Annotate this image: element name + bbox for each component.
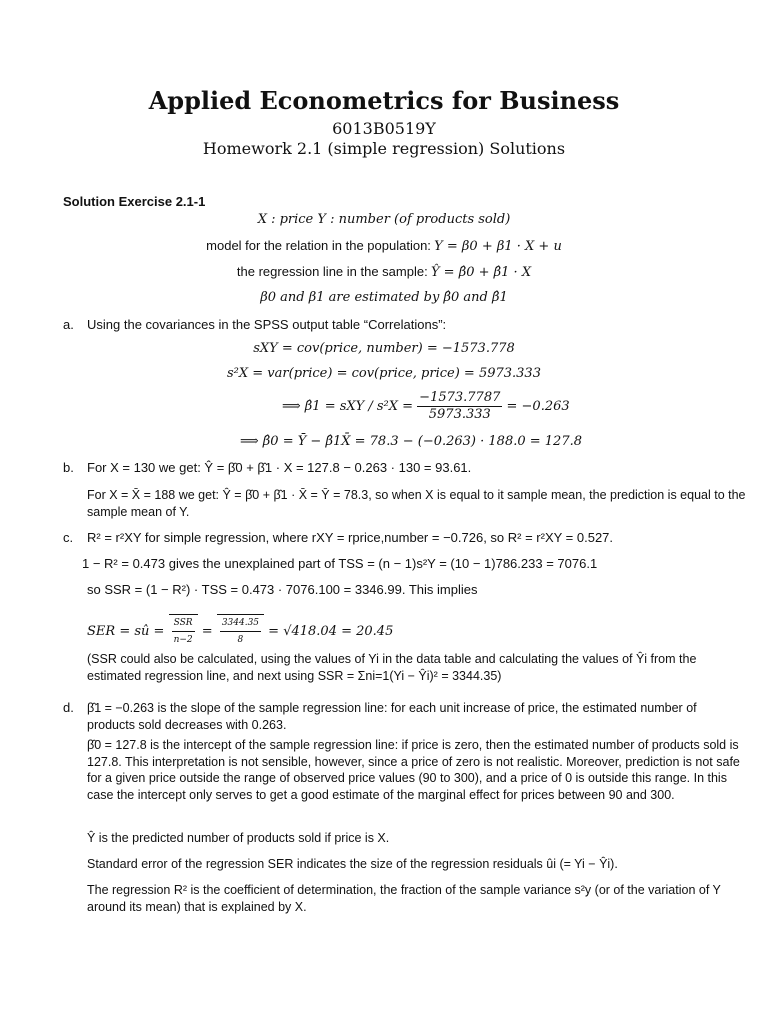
item-c-line2: 1 − R² = 0.473 gives the unexplained part of TSS = (n − 1)s²Y = (10 − 1)786.233 = 7076.1 [82, 556, 598, 571]
ser-equation: SER = sû = $\frac{\text{SSR}}{n-2}$ = $\frac{3344.35}{8}$ = √418.04 = 20.45 [87, 614, 393, 648]
item-d-label: d. [63, 700, 74, 715]
ser-fraction-2-denominator: 8 [237, 635, 244, 645]
slope-interpretation: β̂1 = −0.263 is the slope of the sample regression line: for each unit increase of price, the estimated number of products sold decreases with 0.263. [87, 701, 697, 732]
item-c-label: c. [63, 530, 74, 545]
beta1-equation [282, 390, 570, 423]
sample-regression-equation: Ŷ = β̂0 + β̂1 · X [430, 265, 532, 280]
item-b-line2: For X = X̄ = 188 we get: Ŷ = β̂0 + β̂1 · X̄ = Ȳ = 78.3, so when X is equal to it sample mean, the prediction is equal to the sample mean of Y. [87, 488, 746, 519]
ser-fraction-2 [220, 615, 261, 648]
beta1-equation-left: ⟹ β̂1 = sXY / s²X = [282, 399, 414, 414]
ser-sqrt-2 [217, 614, 264, 648]
beta1-fraction-denominator: 5973.333 [428, 407, 491, 422]
population-model [0, 238, 768, 255]
intercept-interpretation: β̂0 = 127.8 is the intercept of the sample regression line: if price is zero, then the estimated number of products sold is 127.8. This interpretation is not sensible, however, since a price of zero is not realistic. Moreover, prediction is not safe for a given price outside the range of observed price values (90 to 300), and a price of 0 is outside this range. In this case the intercept only serves to get a good estimate of the marginal effect for prices between 90 and 300. [87, 738, 740, 802]
item-a-label: a. [63, 317, 74, 332]
item-b-label: b. [63, 460, 74, 475]
document-subtitle: Homework 2.1 (simple regression) Solutions [202, 139, 566, 158]
course-code: 6013B0519Y [332, 119, 436, 138]
covariance-equation: sXY = cov(price, number) = −1573.778 [253, 341, 515, 356]
document-title: Applied Econometrics for Business [148, 86, 620, 115]
ser-fraction-1-numerator: SSR [172, 615, 195, 632]
sample-regression-line [0, 264, 768, 281]
ser-fraction-1 [172, 615, 195, 648]
item-c-line3: so SSR = (1 − R²) · TSS = 0.473 · 7076.100 = 3346.99. This implies [87, 582, 478, 597]
ser-sqrt-1 [169, 614, 198, 648]
ser-equation-right: = √418.04 = 20.45 [268, 624, 394, 639]
sample-regression-text: the regression line in the sample: [236, 264, 428, 279]
section-heading: Solution Exercise 2.1-1 [63, 194, 206, 209]
item-c-line1: R² = r²XY for simple regression, where rXY = rprice,number = −0.726, so R² = r²XY = 0.527. [87, 530, 614, 545]
beta0-equation: ⟹ β̂0 = Ȳ − β̂1X̄ = 78.3 − (−0.263) · 188.0 = 127.8 [240, 434, 582, 449]
variables-definition: X : price Y : number (of products sold) [257, 212, 511, 227]
ser-interpretation: Standard error of the regression SER indicates the size of the regression residuals ûi (= Yi − Ŷi). [87, 857, 618, 871]
beta1-fraction [417, 390, 502, 423]
item-b-line1: For X = 130 we get: Ŷ = β̂0 + β̂1 · X = 127.8 − 0.263 · 130 = 93.61. [87, 460, 472, 475]
population-model-text: model for the relation in the population: [206, 238, 431, 253]
item-a-intro: Using the covariances in the SPSS output table “Correlations”: [87, 317, 447, 332]
r-squared-interpretation: The regression R² is the coefficient of determination, the fraction of the sample variance s²y (or of the variation of Y around its mean) that is explained by X. [87, 883, 721, 914]
ser-fraction-2-numerator: 3344.35 [220, 615, 261, 632]
beta1-equation-right: = −0.263 [506, 399, 570, 414]
population-model-equation: Y = β0 + β1 · X + u [434, 239, 562, 254]
predicted-value-interpretation: Ŷ is the predicted number of products sold if price is X. [87, 831, 390, 845]
ssr-note: (SSR could also be calculated, using the values of Yi in the data table and calculating the values of Ŷi from the estimated regression line, and next using SSR = Σni=1(Yi − Ŷi)² = 3344.35) [87, 652, 697, 683]
ser-fraction-1-denominator: n−2 [173, 635, 193, 645]
beta1-fraction-numerator: −1573.7787 [419, 390, 501, 405]
variance-equation: s²X = var(price) = cov(price, price) = 5973.333 [227, 366, 541, 381]
estimators-statement: β0 and β1 are estimated by β̂0 and β̂1 [260, 290, 508, 305]
ser-equation-left: SER = sû = [87, 624, 165, 639]
